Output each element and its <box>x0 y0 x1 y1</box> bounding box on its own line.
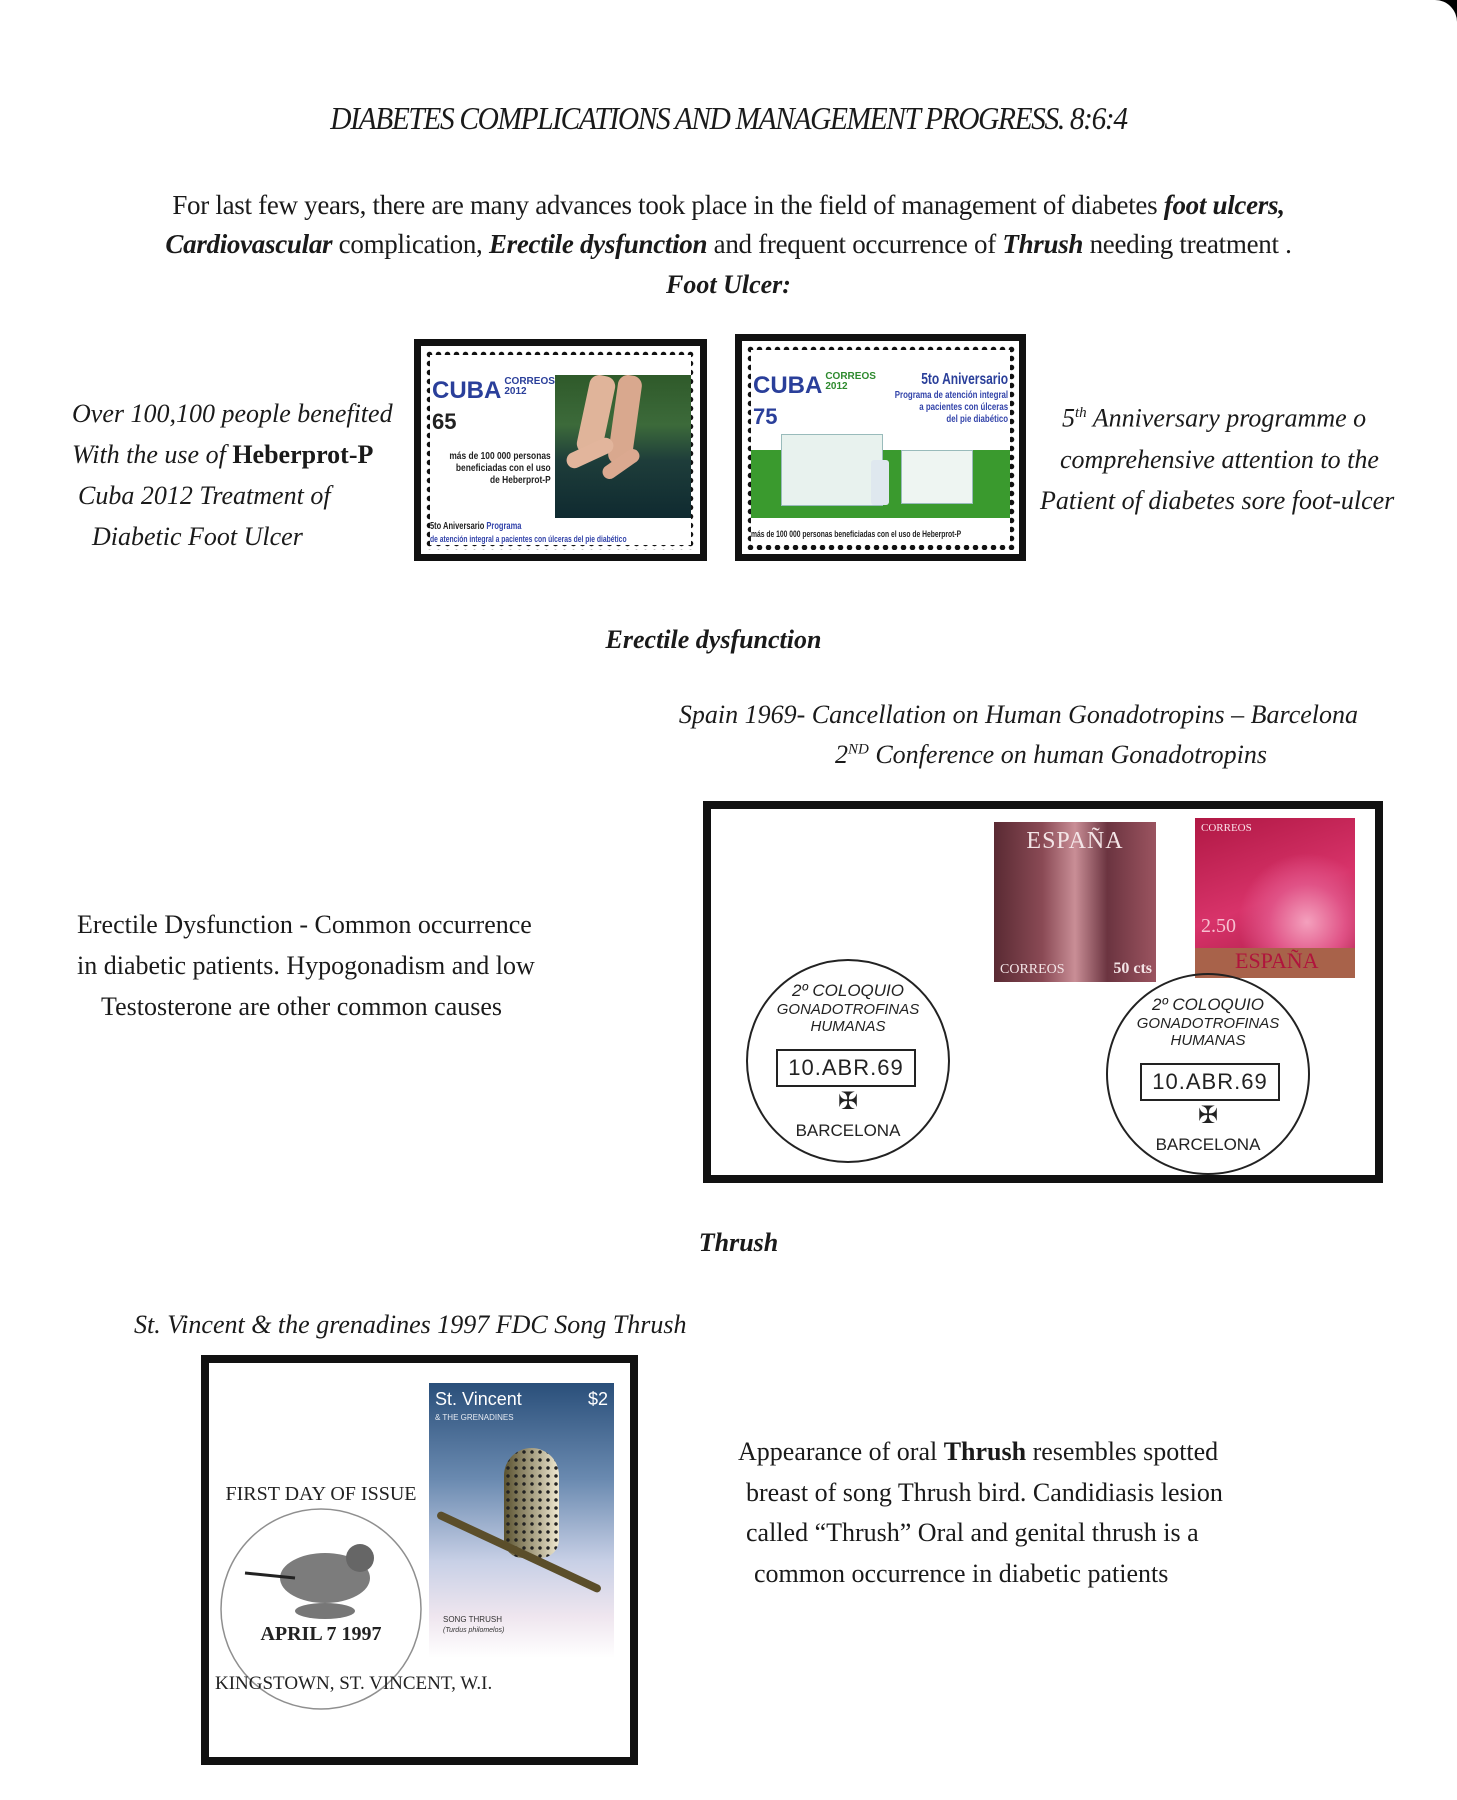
postmark-top-text: FIRST DAY OF ISSUE <box>225 1483 417 1505</box>
stamp-text: de Heberprot-P <box>490 474 551 486</box>
caption-line <box>1040 393 1440 439</box>
body-line: in diabetic patients. Hypogonadism and low <box>77 951 535 980</box>
intro-bold: Erectile dysfunction <box>488 229 708 259</box>
stamp-country: ESPAÑA <box>1026 828 1124 854</box>
postmark-date: APRIL 7 1997 <box>260 1623 382 1645</box>
caption-line: Over 100,100 people benefited <box>72 399 393 428</box>
stamp-correos: CORREOS <box>504 376 555 387</box>
foot-ulcer-right-caption <box>1040 393 1440 521</box>
stamp-year: 2012 <box>504 386 527 397</box>
cuba-stamp-65 <box>414 339 707 561</box>
cross-icon: ✠ <box>1197 1102 1219 1129</box>
stamp-text: beneficiadas con el uso <box>456 462 551 474</box>
foot-ulcer-heading: Foot Ulcer: <box>666 270 791 299</box>
stamp-text: 5to Aniversario <box>430 521 487 532</box>
postmark-city: BARCELONA <box>1155 1135 1261 1154</box>
caption-bold: Heberprot-P <box>232 440 374 469</box>
postmark-text: 2º COLOQUIO <box>791 981 904 1000</box>
intro-text: For last few years, there are many advances took place in the field of management of diabetes <box>172 190 1164 220</box>
caption-line: Patient of diabetes sore foot-ulcer <box>1040 485 1395 515</box>
erectile-heading: Erectile dysfunction <box>605 625 822 654</box>
caption-text: 2 <box>835 740 848 769</box>
caption-text: 5 <box>1062 403 1075 433</box>
intro-text: complication, <box>332 229 489 259</box>
intro-text: needing treatment . <box>1083 229 1292 259</box>
caption-text: Anniversary programme o <box>1086 403 1367 433</box>
vial <box>871 460 889 505</box>
body-line: Testosterone are other common causes <box>101 992 503 1021</box>
postmark-text: 2º COLOQUIO <box>1151 995 1264 1014</box>
caption-sup: ND <box>848 741 869 758</box>
cross-icon: ✠ <box>837 1088 859 1115</box>
stamp-value: $2 <box>587 1389 608 1409</box>
body-text: Appearance of oral <box>738 1437 944 1466</box>
thrush-caption: St. Vincent & the grenadines 1997 FDC Song Thrush <box>134 1310 687 1339</box>
erectile-body <box>77 904 535 1027</box>
body-text: resembles spotted <box>1026 1437 1219 1466</box>
intro-bold: Thrush <box>1002 229 1084 259</box>
body-line: Erectile Dysfunction - Common occurrence <box>77 910 532 939</box>
stamp-text: 5to Aniversario <box>921 371 1008 388</box>
stamp-correos: CORREOS <box>1201 822 1252 834</box>
caption-text: Conference on human Gonadotropins <box>868 740 1267 769</box>
stamp-text: Programa <box>486 521 522 532</box>
caption-line: comprehensive attention to the <box>1060 444 1379 474</box>
espana-stamp-250 <box>1190 813 1360 983</box>
postmark-text: GONADOTROFINAS <box>1136 1015 1280 1032</box>
st-vincent-stamp <box>429 1383 614 1658</box>
stamp-text: a pacientes con úlceras <box>919 401 1008 413</box>
postmark-text: HUMANAS <box>810 1018 886 1035</box>
postmark-text: GONADOTROFINAS <box>776 1001 920 1018</box>
caption-line: Diabetic Foot Ulcer <box>92 522 303 551</box>
stamp-country: St. Vincent <box>435 1389 522 1409</box>
stamp-value: 65 <box>432 409 457 434</box>
medicine-box <box>781 434 883 506</box>
thrush-bird <box>504 1448 559 1558</box>
stamp-text: del pie diabético <box>946 413 1008 425</box>
stamp-image <box>994 822 1156 982</box>
page-title: DIABETES COMPLICATIONS AND MANAGEMENT PROGRESS. 8:6:4 <box>330 100 1127 136</box>
stamp-country: CUBA <box>432 377 502 404</box>
body-line: called “Thrush” Oral and genital thrush is a <box>746 1518 1199 1547</box>
stamp-text: Programa de atención integral <box>894 389 1008 401</box>
foot-ulcer-left-caption <box>72 393 412 557</box>
spain-caption-2 <box>835 740 1267 770</box>
caption-sup: th <box>1075 405 1087 421</box>
intro-line-1 <box>0 190 1457 221</box>
espana-stamp-50cts <box>989 817 1161 987</box>
body-line: breast of song Thrush bird. Candidiasis lesion <box>746 1477 1223 1507</box>
caption-text: With the use of <box>72 440 233 469</box>
postmark-bottom-text: KINGSTOWN, ST. VINCENT, W.I. <box>215 1673 493 1694</box>
thrush-heading: Thrush <box>698 1228 779 1257</box>
postmark-city: BARCELONA <box>795 1121 901 1140</box>
stamp-text: más de 100 000 personas beneficiadas con el uso de Heberprot-P <box>751 529 962 539</box>
cuba-stamp-75 <box>735 334 1026 561</box>
medicine-box <box>901 450 973 504</box>
postmark-text: HUMANAS <box>1170 1032 1246 1049</box>
stamp-value: 50 cts <box>1113 960 1152 977</box>
stamp-text: más de 100 000 personas <box>449 450 551 462</box>
postmark-date: 10.ABR.69 <box>776 1049 916 1087</box>
stamp-latin: (Turdus philomelos) <box>443 1627 505 1634</box>
stamp-correos: CORREOS <box>1000 962 1065 977</box>
caption-line: Cuba 2012 Treatment of <box>78 481 331 510</box>
spain-caption-1: Spain 1969- Cancellation on Human Gonadotropins – Barcelona <box>678 700 1358 729</box>
stamp-year: 2012 <box>825 381 848 392</box>
intro-text: and frequent occurrence of <box>707 229 1003 259</box>
barcelona-postmark <box>746 959 950 1163</box>
body-line <box>738 1432 1223 1473</box>
body-line: common occurrence in diabetic patients <box>754 1558 1169 1588</box>
stamp-image <box>1195 818 1355 978</box>
feet-photo <box>555 375 691 518</box>
stamp-country: ESPAÑA <box>1235 948 1319 973</box>
body-bold: Thrush <box>943 1437 1027 1466</box>
intro-line-2 <box>0 229 1457 260</box>
intro-bold: foot ulcers, <box>1163 190 1285 220</box>
stamp-value: 2.50 <box>1201 915 1236 937</box>
intro-bold: Cardiovascular <box>165 229 333 259</box>
stamp-country: CUBA <box>753 372 823 399</box>
stamp-bird-name: SONG THRUSH <box>443 1615 502 1624</box>
stamp-correos: CORREOS <box>825 371 876 382</box>
postmark-date: 10.ABR.69 <box>1140 1063 1280 1101</box>
caption-line <box>72 434 412 475</box>
barcelona-postmark <box>1106 973 1310 1175</box>
stamp-value: 75 <box>753 404 778 429</box>
thrush-body <box>738 1432 1223 1594</box>
st-vincent-fdc <box>201 1355 638 1765</box>
stamp-text: de atención integral a pacientes con úlceras del pie diabético <box>430 534 627 544</box>
spain-cover <box>703 801 1383 1183</box>
stamp-sub: & THE GRENADINES <box>435 1413 514 1422</box>
